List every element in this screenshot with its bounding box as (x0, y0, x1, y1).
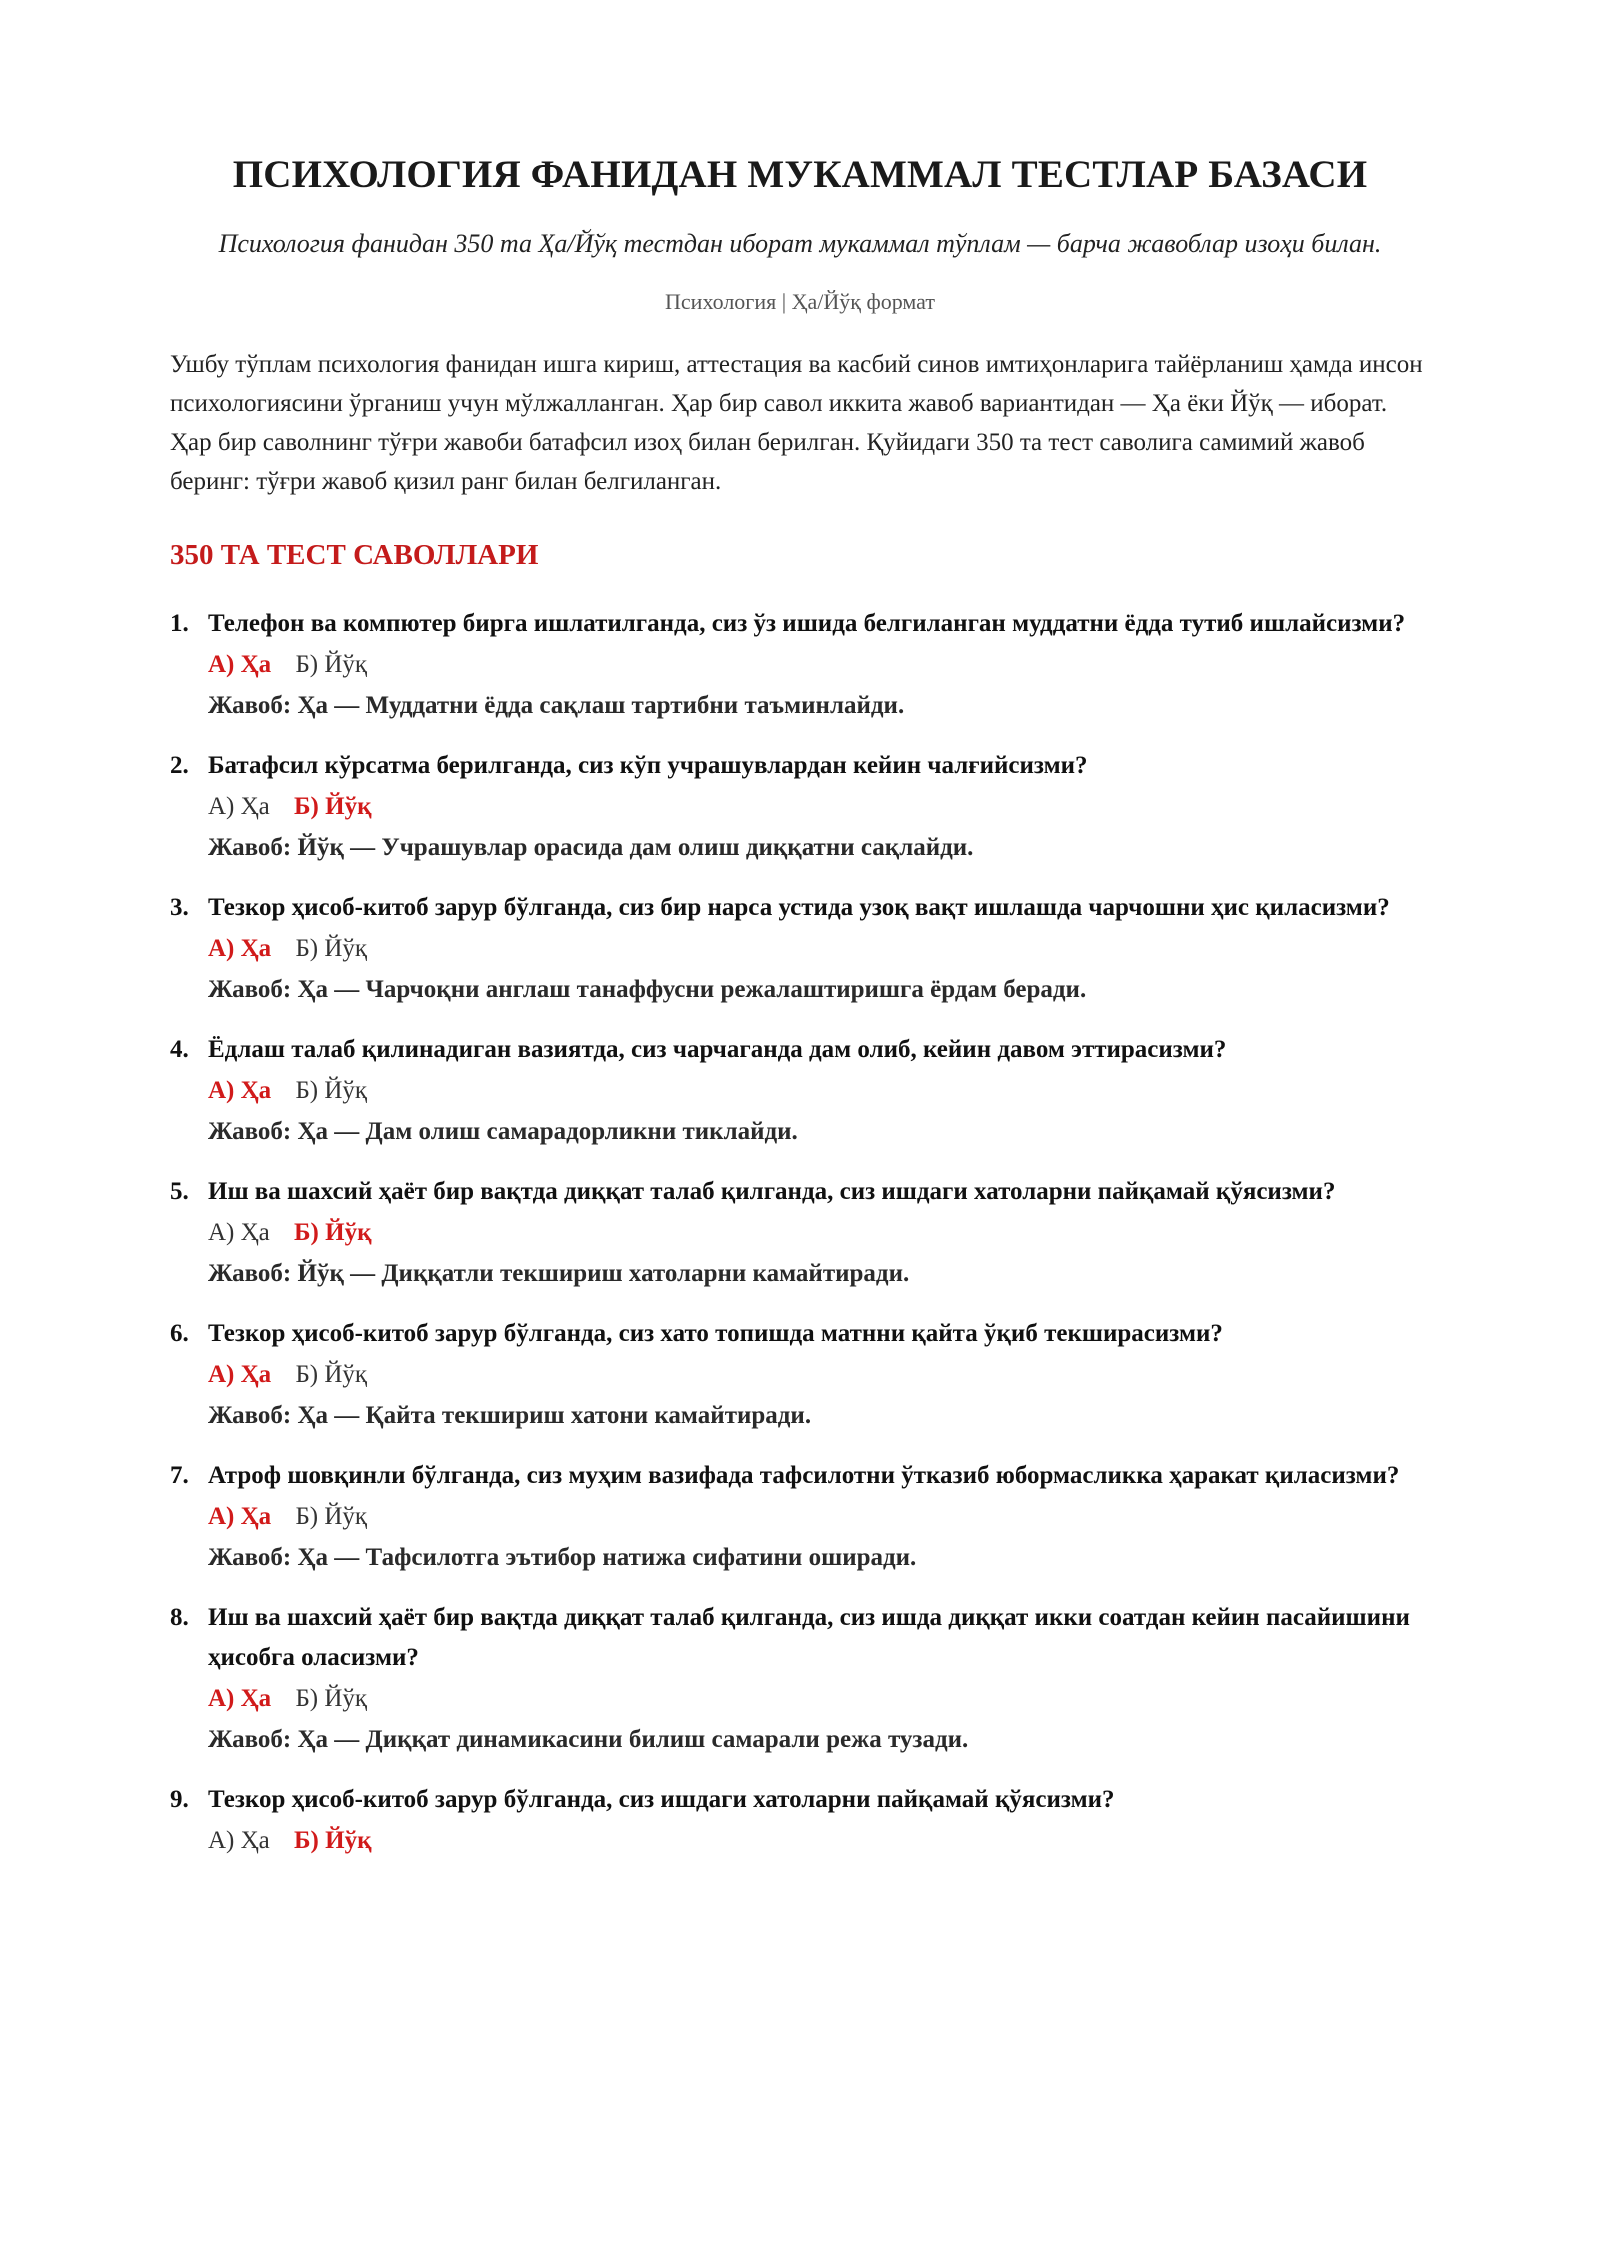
question-text (170, 1314, 1430, 1354)
question-number: 2. (170, 752, 189, 779)
answer-options (170, 1070, 1430, 1111)
option-a[interactable]: А) Ҳа (208, 1503, 272, 1530)
question-item (170, 746, 1430, 868)
answer-explanation: Жавоб: Ҳа — Дам олиш самарадорликни тиклайди. (208, 1118, 798, 1145)
answer-options (170, 1678, 1430, 1719)
answer-options (170, 1496, 1430, 1537)
option-a[interactable]: А) Ҳа (208, 1685, 272, 1712)
question-body: Тезкор ҳисоб-китоб зарур бўлганда, сиз бир нарса устида узоқ вақт ишлашда чарчошни ҳис қиласизми? (208, 894, 1390, 921)
question-item (170, 888, 1430, 1010)
answer-options (170, 928, 1430, 969)
question-text (170, 604, 1430, 644)
answer-explanation: Жавоб: Йўқ — Учрашувлар орасида дам олиш диққатни сақлайди. (208, 834, 974, 861)
answer-explanation: Жавоб: Йўқ — Диққатли текшириш хатоларни камайтиради. (208, 1260, 910, 1287)
question-item (170, 1030, 1430, 1152)
answer-explanation: Жавоб: Ҳа — Муддатни ёдда сақлаш тартибни таъминлайди. (208, 692, 905, 719)
page-subtitle: Психология фанидан 350 та Ҳа/Йўқ тестдан иборат мукаммал тўплам — барча жавоблар изоҳи билан. (218, 229, 1382, 258)
question-text (170, 1172, 1430, 1212)
intro-paragraph: Ушбу тўплам психология фанидан ишга кириш, аттестация ва касбий синов имтиҳонларига тайёрланиш ҳамда инсон психологиясини ўрганиш учун мўлжалланган. Ҳар бир савол иккита жавоб вариантидан — Ҳа ёки Йўқ — иборат. Ҳар бир саволнинг тўғри жавоби батафсил изоҳ билан берилган. Қуйидаги 350 та тест саволига самимий жавоб беринг: тўғри жавоб қизил ранг билан белгиланган. (170, 351, 1423, 495)
question-body: Тезкор ҳисоб-китоб зарур бўлганда, сиз хато топишда матнни қайта ўқиб текширасизми? (208, 1320, 1223, 1347)
question-body: Атроф шовқинли бўлганда, сиз муҳим вазифада тафсилотни ўтказиб юбормасликка ҳаракат қиласизми? (208, 1462, 1400, 1489)
answer-options (170, 1212, 1430, 1253)
page-title: ПСИХОЛОГИЯ ФАНИДАН МУКАММАЛ ТЕСТЛАР БАЗАСИ (232, 153, 1368, 196)
question-body: Иш ва шахсий ҳаёт бир вақтда диққат талаб қилганда, сиз ишда диққат икки соатдан кейин пасайишини ҳисобга оласизми? (208, 1604, 1410, 1671)
option-a[interactable]: А) Ҳа (208, 651, 272, 678)
option-b[interactable]: Б) Йўқ (294, 1827, 372, 1854)
answer-options (170, 644, 1430, 685)
question-number: 5. (170, 1178, 189, 1205)
question-body: Ёдлаш талаб қилинадиган вазиятда, сиз чарчаганда дам олиб, кейин давом эттирасизми? (208, 1036, 1227, 1063)
answer-options (170, 1354, 1430, 1395)
question-item (170, 1314, 1430, 1436)
option-a[interactable]: А) Ҳа (208, 1077, 272, 1104)
question-body: Тезкор ҳисоб-китоб зарур бўлганда, сиз ишдаги хатоларни пайқамай қўясизми? (208, 1786, 1115, 1813)
option-b[interactable]: Б) Йўқ (294, 793, 372, 820)
answer-explanation: Жавоб: Ҳа — Диққат динамикасини билиш самарали режа тузади. (208, 1726, 969, 1753)
question-number: 3. (170, 894, 189, 921)
option-b[interactable]: Б) Йўқ (295, 1503, 368, 1530)
meta-line: Психология | Ҳа/Йўқ формат (665, 289, 935, 314)
question-list (170, 604, 1430, 1861)
option-b[interactable]: Б) Йўқ (295, 1685, 368, 1712)
question-item (170, 604, 1430, 726)
question-text (170, 888, 1430, 928)
question-item (170, 1172, 1430, 1294)
question-text (170, 1598, 1430, 1678)
answer-options (170, 786, 1430, 827)
question-item (170, 1780, 1430, 1861)
option-b[interactable]: Б) Йўқ (295, 935, 368, 962)
section-heading: 350 ТА ТЕСТ САВОЛЛАРИ (170, 539, 539, 571)
question-text (170, 1780, 1430, 1820)
option-a[interactable]: А) Ҳа (208, 935, 272, 962)
question-text (170, 746, 1430, 786)
answer-explanation: Жавоб: Ҳа — Қайта текшириш хатони камайтиради. (208, 1402, 812, 1429)
option-a[interactable]: А) Ҳа (208, 1361, 272, 1388)
option-b[interactable]: Б) Йўқ (294, 1219, 372, 1246)
question-number: 1. (170, 610, 189, 637)
answer-explanation: Жавоб: Ҳа — Чарчоқни англаш танаффусни режалаштиришга ёрдам беради. (208, 976, 1087, 1003)
question-number: 8. (170, 1604, 189, 1631)
answer-explanation: Жавоб: Ҳа — Тафсилотга эътибор натижа сифатини оширади. (208, 1544, 917, 1571)
question-text (170, 1030, 1430, 1070)
option-b[interactable]: Б) Йўқ (295, 651, 368, 678)
question-text (170, 1456, 1430, 1496)
option-b[interactable]: Б) Йўқ (295, 1077, 368, 1104)
option-b[interactable]: Б) Йўқ (295, 1361, 368, 1388)
question-number: 7. (170, 1462, 189, 1489)
answer-options (170, 1820, 1430, 1861)
option-a[interactable]: А) Ҳа (208, 1827, 270, 1854)
question-body: Иш ва шахсий ҳаёт бир вақтда диққат талаб қилганда, сиз ишдаги хатоларни пайқамай қўясизми? (208, 1178, 1336, 1205)
question-body: Батафсил кўрсатма берилганда, сиз кўп учрашувлардан кейин чалғийсизми? (208, 752, 1088, 779)
question-item (170, 1456, 1430, 1578)
question-number: 4. (170, 1036, 189, 1063)
option-a[interactable]: А) Ҳа (208, 793, 270, 820)
question-body: Телефон ва компютер бирга ишлатилганда, сиз ўз ишида белгиланган муддатни ёдда тутиб ишлайсизми? (208, 610, 1406, 637)
option-a[interactable]: А) Ҳа (208, 1219, 270, 1246)
question-number: 6. (170, 1320, 189, 1347)
question-item (170, 1598, 1430, 1760)
question-number: 9. (170, 1786, 189, 1813)
